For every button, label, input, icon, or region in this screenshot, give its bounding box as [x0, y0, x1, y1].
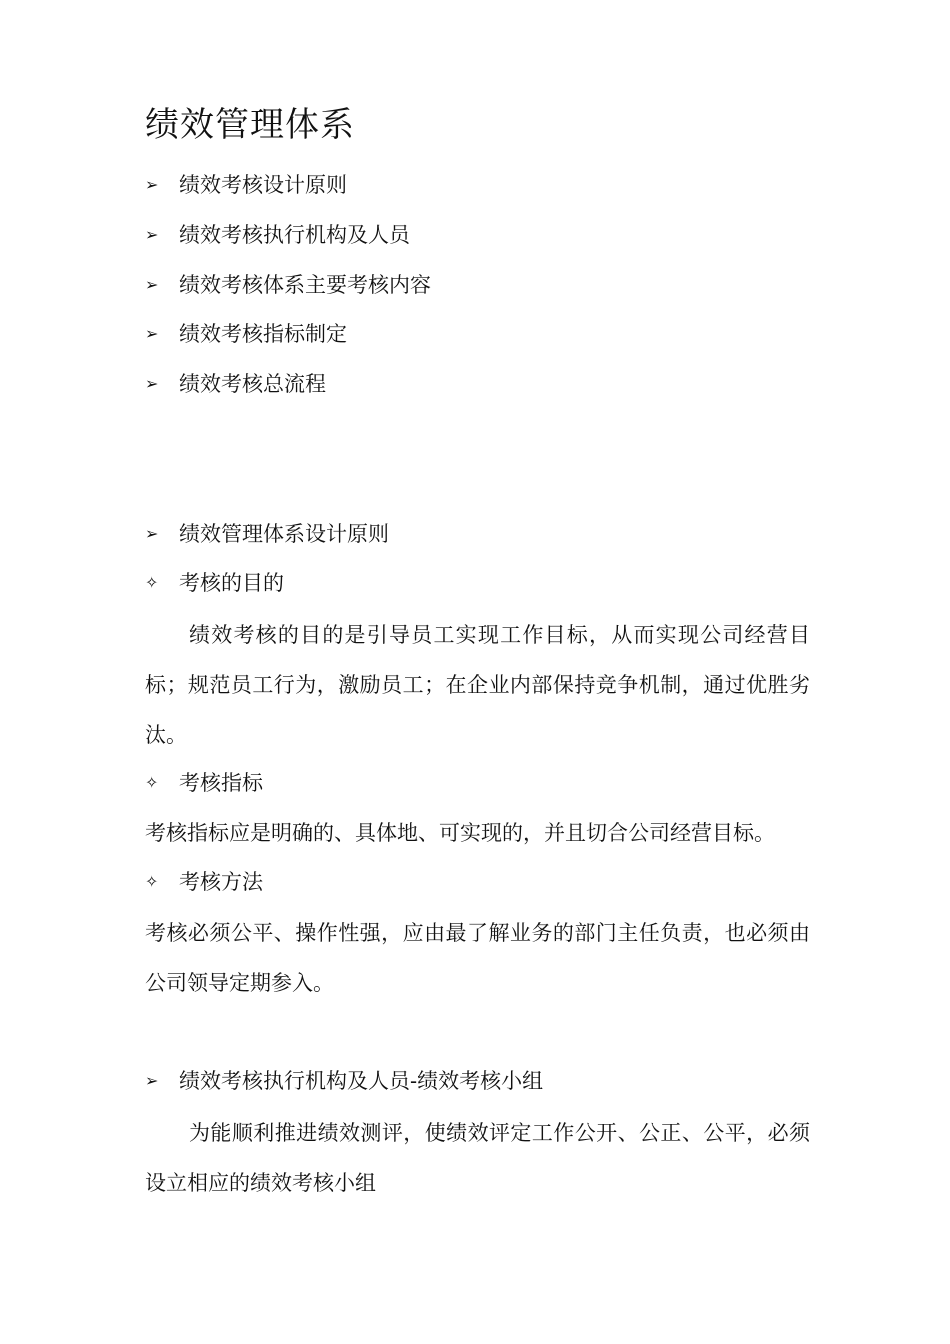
- document-title: 绩效管理体系: [145, 105, 355, 145]
- arrow-bullet-icon: ➢: [145, 175, 159, 194]
- arrow-bullet-icon: ➢: [145, 524, 159, 543]
- toc-item: [145, 270, 431, 300]
- arrow-bullet-icon: ➢: [145, 225, 159, 244]
- subsection-heading: [145, 867, 263, 897]
- paragraph: 绩效考核的目的是引导员工实现工作目标，从而实现公司经营目标；规范员工行为，激励员工；在企业内部保持竞争机制，通过优胜劣汰。: [145, 623, 810, 747]
- subsection-heading-label: 考核方法: [179, 870, 263, 894]
- toc-item-label: 绩效考核体系主要考核内容: [179, 273, 431, 297]
- toc-item-label: 绩效考核设计原则: [179, 173, 347, 197]
- diamond-bullet-icon: ✧: [145, 773, 159, 792]
- section-heading: [145, 1066, 543, 1096]
- subsection-heading: [145, 568, 284, 598]
- toc-item-label: 绩效考核总流程: [179, 372, 326, 396]
- toc-item-label: 绩效考核执行机构及人员: [179, 223, 410, 247]
- section-heading-label: 绩效考核执行机构及人员-绩效考核小组: [179, 1069, 544, 1093]
- subsection-heading-label: 考核的目的: [179, 571, 284, 595]
- arrow-bullet-icon: ➢: [145, 1071, 159, 1090]
- paragraph: 考核指标应是明确的、具体地、可实现的，并且切合公司经营目标。: [145, 821, 775, 845]
- subsection-heading-label: 考核指标: [179, 771, 263, 795]
- diamond-bullet-icon: ✧: [145, 573, 159, 592]
- arrow-bullet-icon: ➢: [145, 275, 159, 294]
- section-heading-label: 绩效管理体系设计原则: [179, 522, 389, 546]
- paragraph: 考核必须公平、操作性强，应由最了解业务的部门主任负责，也必须由公司领导定期参入。: [145, 921, 810, 995]
- toc-item: [145, 220, 410, 250]
- toc-item-label: 绩效考核指标制定: [179, 322, 347, 346]
- toc-item: [145, 369, 326, 399]
- section-heading: [145, 519, 389, 549]
- toc-item: [145, 319, 347, 349]
- arrow-bullet-icon: ➢: [145, 374, 159, 393]
- toc-item: [145, 170, 347, 200]
- paragraph: 为能顺利推进绩效测评，使绩效评定工作公开、公正、公平，必须设立相应的绩效考核小组: [145, 1121, 810, 1195]
- subsection-heading: [145, 768, 263, 798]
- diamond-bullet-icon: ✧: [145, 872, 159, 891]
- arrow-bullet-icon: ➢: [145, 324, 159, 343]
